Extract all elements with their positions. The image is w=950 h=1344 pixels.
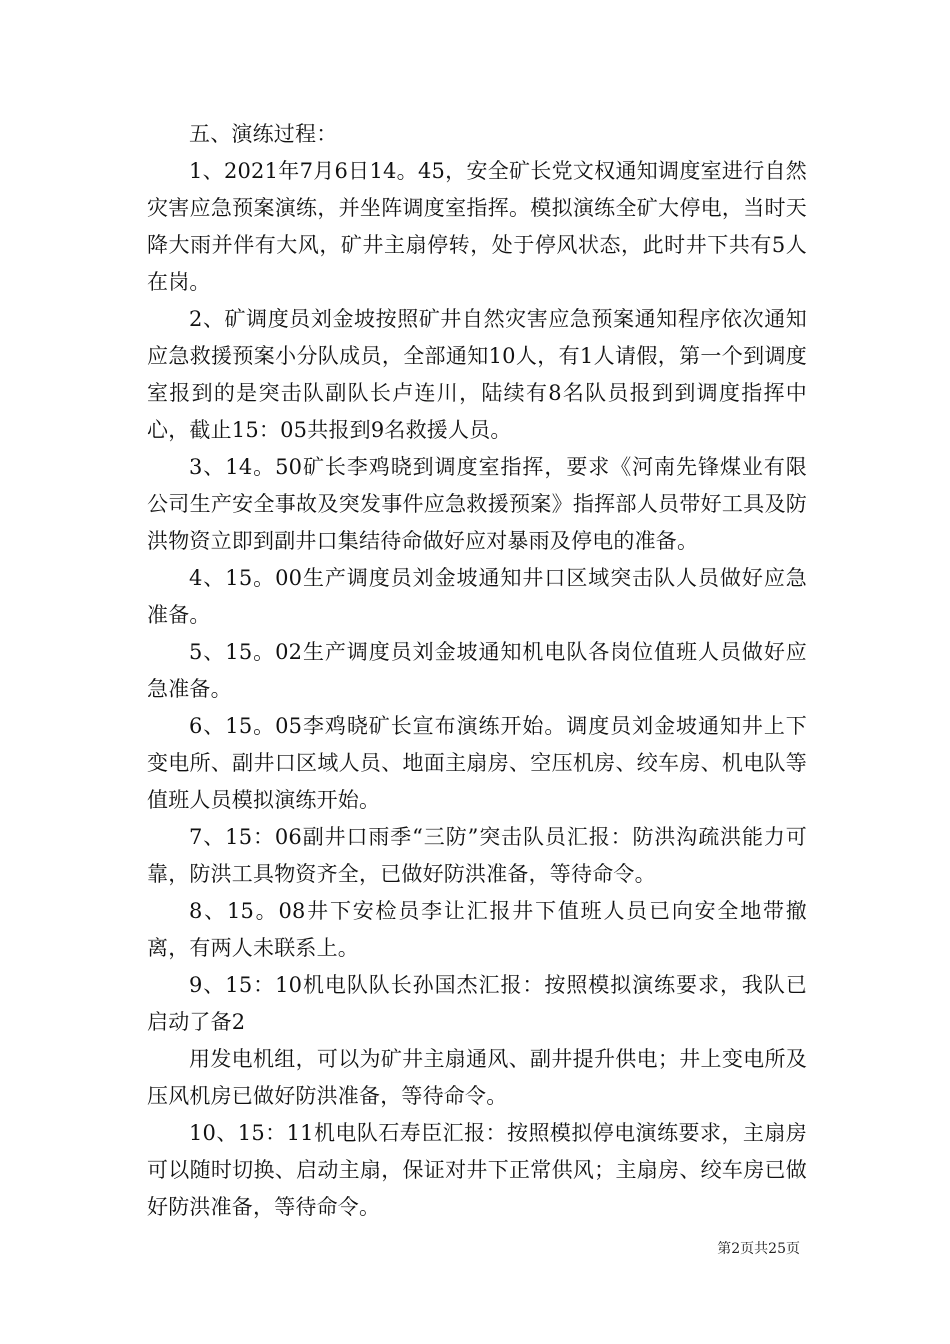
paragraph-step-5: 5、15。02生产调度员刘金坡通知机电队各岗位值班人员做好应急准备。: [147, 640, 807, 701]
paragraph-step-4: 4、15。00生产调度员刘金坡通知井口区域突击队人员做好应急准备。: [147, 566, 807, 627]
paragraph-step-10: 10、15：11机电队石寿臣汇报：按照模拟停电演练要求，主扇房可以随时切换、启动主扇，保证对井下正常供风；主扇房、绞车房已做好防洪准备，等待命令。: [147, 1121, 807, 1219]
page-number-footer: 第2页共25页: [717, 1241, 800, 1257]
section-heading: 五、演练过程：: [189, 122, 338, 146]
paragraph-step-9: 9、15：10机电队队长孙国杰汇报：按照模拟演练要求，我队已启动了备2: [147, 973, 807, 1034]
paragraph-step-1: 1、2021年7月6日14。45，安全矿长党文权通知调度室进行自然灾害应急预案演练，并坐阵调度室指挥。模拟演练全矿大停电，当时天降大雨并伴有大风，矿井主扇停转，处于停风状态，此时井下共有5人在岗。: [147, 159, 807, 294]
document-body: [147, 116, 807, 1226]
paragraph-step-2: 2、矿调度员刘金坡按照矿井自然灾害应急预案通知程序依次通知应急救援预案小分队成员，全部通知10人，有1人请假，第一个到调度室报到的是突击队副队长卢连川，陆续有8名队员报到到调度指挥中心，截止15：05共报到9名救援人员。: [147, 307, 807, 442]
paragraph-step-8: 8、15。08井下安检员李让汇报井下值班人员已向安全地带撤离，有两人未联系上。: [147, 899, 807, 960]
paragraph-step-6: 6、15。05李鸡晓矿长宣布演练开始。调度员刘金坡通知井上下变电所、副井口区域人员、地面主扇房、空压机房、绞车房、机电队等值班人员模拟演练开始。: [147, 714, 807, 812]
paragraph-step-9-continued: 用发电机组，可以为矿井主扇通风、副井提升供电；井上变电所及压风机房已做好防洪准备，等待命令。: [147, 1047, 807, 1108]
paragraph-step-7: 7、15：06副井口雨季“三防”突击队员汇报：防洪沟疏洪能力可靠，防洪工具物资齐全，已做好防洪准备，等待命令。: [147, 825, 807, 886]
paragraph-step-3: 3、14。50矿长李鸡晓到调度室指挥，要求《河南先锋煤业有限公司生产安全事故及突发事件应急救援预案》指挥部人员带好工具及防洪物资立即到副井口集结待命做好应对暴雨及停电的准备。: [147, 455, 807, 553]
